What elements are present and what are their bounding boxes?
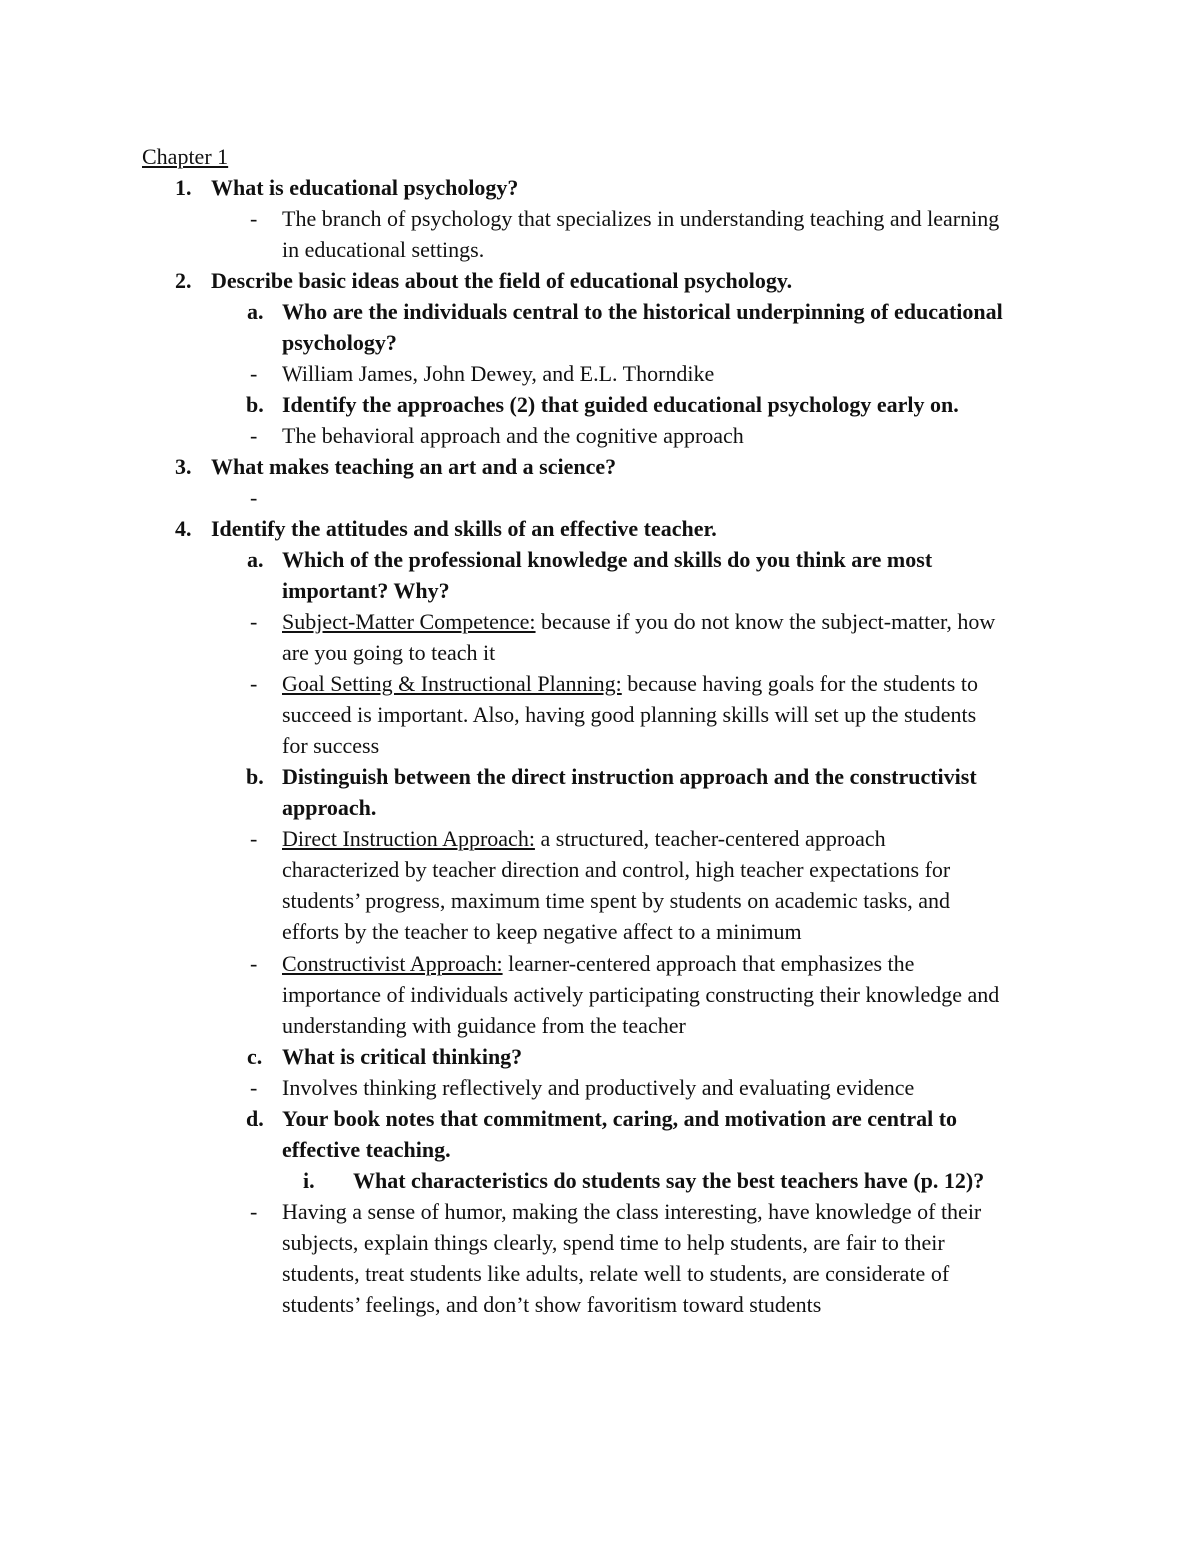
dash-bullet: - xyxy=(250,826,258,851)
subquestion-text: Identify the approaches (2) that guided educational psychology early on. xyxy=(282,392,959,417)
dash-bullet: - xyxy=(250,485,258,510)
answer-text: students’ feelings, and don’t show favoritism toward students xyxy=(282,1292,822,1317)
question-text: Describe basic ideas about the field of educational psychology. xyxy=(211,268,793,293)
subquestion-letter: a. xyxy=(247,547,264,572)
dash-bullet: - xyxy=(250,361,258,386)
subquestion-text: Which of the professional knowledge and skills do you think are most xyxy=(282,547,933,572)
answer-text: understanding with guidance from the teacher xyxy=(282,1013,686,1038)
question-number: 3. xyxy=(175,454,192,479)
answer-body: a structured, teacher-centered approach xyxy=(534,826,886,851)
answer-text: subjects, explain things clearly, spend time to help students, are fair to their xyxy=(282,1230,945,1255)
answer-body: because if you do not know the subject-matter, how xyxy=(535,609,996,634)
question-text: What is educational psychology? xyxy=(211,175,519,200)
subquestion-text: Your book notes that commitment, caring, and motivation are central to xyxy=(282,1106,958,1131)
subquestion-text: What characteristics do students say the best teachers have (p. 12)? xyxy=(353,1168,985,1193)
subquestion-letter: b. xyxy=(246,764,264,789)
dash-bullet: - xyxy=(250,671,258,696)
dash-bullet: - xyxy=(250,609,258,634)
answer-text: students, treat students like adults, relate well to students, are considerate of xyxy=(282,1261,950,1286)
answer-body: because having goals for the students to xyxy=(621,671,978,696)
subquestion-text: Who are the individuals central to the historical underpinning of educational xyxy=(282,299,1003,324)
answer-term: Constructivist Approach: xyxy=(282,951,503,976)
subquestion-text: approach. xyxy=(282,795,377,820)
subquestion-text: What is critical thinking? xyxy=(282,1044,523,1069)
answer-term: Subject-Matter Competence: xyxy=(282,609,536,634)
chapter-heading: Chapter 1 xyxy=(142,144,229,169)
answer-text xyxy=(282,948,914,979)
answer-text: Having a sense of humor, making the class interesting, have knowledge of their xyxy=(282,1199,982,1224)
subquestion-letter: d. xyxy=(246,1106,264,1131)
answer-term: Goal Setting & Instructional Planning: xyxy=(282,671,622,696)
question-number: 1. xyxy=(175,175,192,200)
answer-text: The behavioral approach and the cognitive approach xyxy=(282,423,744,448)
answer-text: for success xyxy=(282,733,380,758)
subquestion-text: effective teaching. xyxy=(282,1137,451,1162)
answer-text: importance of individuals actively participating constructing their knowledge and xyxy=(282,982,1000,1007)
question-text: What makes teaching an art and a science? xyxy=(211,454,617,479)
answer-text: The branch of psychology that specializes in understanding teaching and learning xyxy=(282,206,1000,231)
answer-text: in educational settings. xyxy=(282,237,485,262)
dash-bullet: - xyxy=(250,1075,258,1100)
dash-bullet: - xyxy=(250,951,258,976)
answer-text: William James, John Dewey, and E.L. Thorndike xyxy=(282,361,715,386)
question-number: 2. xyxy=(175,268,192,293)
question-text: Identify the attitudes and skills of an effective teacher. xyxy=(211,516,717,541)
answer-text: efforts by the teacher to keep negative affect to a minimum xyxy=(282,919,802,944)
dash-bullet: - xyxy=(250,206,258,231)
answer-text: Involves thinking reflectively and productively and evaluating evidence xyxy=(282,1075,915,1100)
answer-text xyxy=(282,823,886,854)
answer-text: are you going to teach it xyxy=(282,640,496,665)
subquestion-letter: a. xyxy=(247,299,264,324)
subquestion-letter: c. xyxy=(247,1044,263,1069)
roman-numeral: i. xyxy=(303,1168,315,1193)
answer-term: Direct Instruction Approach: xyxy=(282,826,535,851)
answer-text xyxy=(282,606,995,637)
subquestion-text: Distinguish between the direct instruction approach and the constructivist xyxy=(282,764,977,789)
subquestion-letter: b. xyxy=(246,392,264,417)
answer-text: characterized by teacher direction and control, high teacher expectations for xyxy=(282,857,951,882)
answer-body: learner-centered approach that emphasizes the xyxy=(502,951,915,976)
dash-bullet: - xyxy=(250,423,258,448)
answer-text: students’ progress, maximum time spent by students on academic tasks, and xyxy=(282,888,951,913)
subquestion-text: psychology? xyxy=(282,330,397,355)
answer-text: succeed is important. Also, having good planning skills will set up the students xyxy=(282,702,977,727)
answer-text xyxy=(282,668,978,699)
subquestion-text: important? Why? xyxy=(282,578,450,603)
dash-bullet: - xyxy=(250,1199,258,1224)
question-number: 4. xyxy=(175,516,192,541)
